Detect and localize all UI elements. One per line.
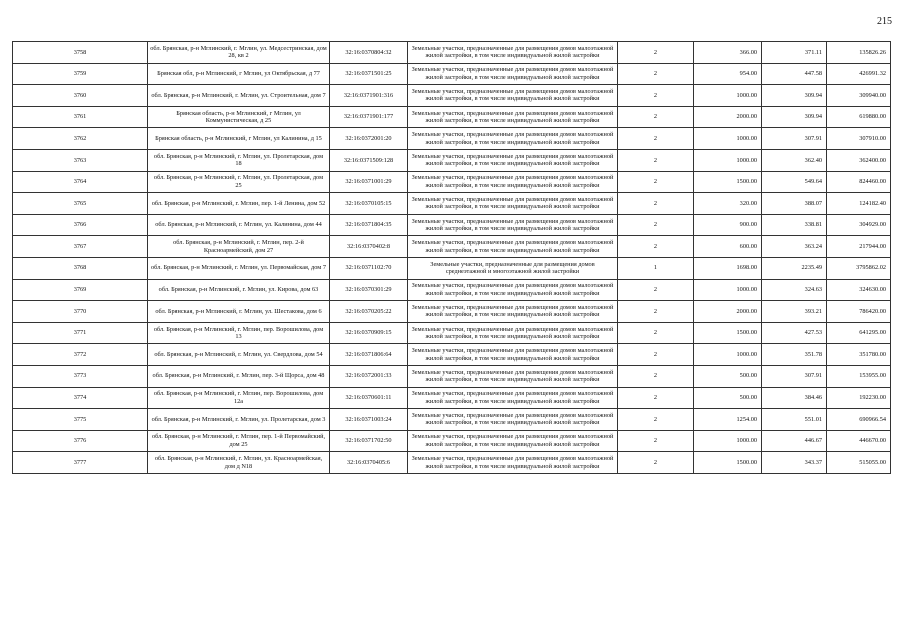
row-number-cell: 3773 <box>13 365 148 387</box>
table-row <box>13 128 891 150</box>
group-number-cell: 1 <box>618 257 694 279</box>
row-number-cell: 3760 <box>13 85 148 107</box>
address-cell: обл. Брянская, р-н Мглинский, г. Мглин, пер. Ворошилова, дом 12а <box>148 387 330 409</box>
specific-value-cell: 447.58 <box>762 63 827 85</box>
address-cell: обл. Брянская, р-н Мглинский, г. Мглин, ул. Пролетарская, дом 3 <box>148 409 330 431</box>
group-number-cell: 2 <box>618 301 694 323</box>
group-number-cell: 2 <box>618 322 694 344</box>
land-purpose-cell: Земельные участки, предназначенные для размещения домов малоэтажной жилой застройки, в том числе индивидуальной жилой застройки <box>408 171 618 193</box>
cadastral-number-cell: 32:16:0371509:128 <box>330 149 408 171</box>
specific-value-cell: 338.81 <box>762 214 827 236</box>
group-number-cell: 2 <box>618 344 694 366</box>
address-cell: обл. Брянская, р-н Мглинский, г. Мглин, пер. Ворошилова, дом 13 <box>148 322 330 344</box>
address-cell: обл. Брянская, р-н Мглинский, г. Мглин, пер. 3-й Щорса, дом 48 <box>148 365 330 387</box>
specific-value-cell: 388.07 <box>762 193 827 215</box>
address-cell: обл. Брянская, р-н Мглинский, г. Мглин, ул. Красноармейская, дом д N18 <box>148 452 330 474</box>
specific-value-cell: 351.78 <box>762 344 827 366</box>
cadastral-value-cell: 786420.00 <box>827 301 891 323</box>
group-number-cell: 2 <box>618 85 694 107</box>
area-cell: 1000.00 <box>694 85 762 107</box>
specific-value-cell: 309.94 <box>762 106 827 128</box>
cadastral-number-cell: 32:16:0371001:29 <box>330 171 408 193</box>
specific-value-cell: 362.40 <box>762 149 827 171</box>
land-purpose-cell: Земельные участки, предназначенные для размещения домов малоэтажной жилой застройки, в том числе индивидуальной жилой застройки <box>408 387 618 409</box>
cadastral-value-cell: 324630.00 <box>827 279 891 301</box>
page-number: 215 <box>877 16 892 27</box>
cadastral-number-cell: 32:16:0370909:15 <box>330 322 408 344</box>
row-number-cell: 3763 <box>13 149 148 171</box>
cadastral-value-cell: 192230.00 <box>827 387 891 409</box>
table-row <box>13 344 891 366</box>
table-row <box>13 430 891 452</box>
cadastral-value-cell: 426991.32 <box>827 63 891 85</box>
cadastral-value-cell: 217944.00 <box>827 236 891 258</box>
cadastral-number-cell: 32:16:0371804:35 <box>330 214 408 236</box>
row-number-cell: 3776 <box>13 430 148 452</box>
area-cell: 1000.00 <box>694 279 762 301</box>
address-cell: обл. Брянская, р-н Мглинский, г. Мглин, ул. Кирова, дом 63 <box>148 279 330 301</box>
land-purpose-cell: Земельные участки, предназначенные для размещения домов малоэтажной жилой застройки, в том числе индивидуальной жилой застройки <box>408 430 618 452</box>
cadastral-number-cell: 32:16:0372001:33 <box>330 365 408 387</box>
area-cell: 1000.00 <box>694 128 762 150</box>
cadastral-value-cell: 3795862.02 <box>827 257 891 279</box>
land-purpose-cell: Земельные участки, предназначенные для размещения домов малоэтажной жилой застройки, в том числе индивидуальной жилой застройки <box>408 85 618 107</box>
specific-value-cell: 427.53 <box>762 322 827 344</box>
row-number-cell: 3761 <box>13 106 148 128</box>
cadastral-number-cell: 32:16:0371501:25 <box>330 63 408 85</box>
cadastral-value-cell: 304929.00 <box>827 214 891 236</box>
address-cell: обл. Брянская, р-н Мглинский, г. Мглин, ул. Медсестринская, дом 28, кв 2 <box>148 42 330 64</box>
address-cell: обл. Брянская, р-н Мглинский, г. Мглин, ул. Строительная, дом 7 <box>148 85 330 107</box>
group-number-cell: 2 <box>618 452 694 474</box>
address-cell: обл. Брянская, р-н Мглинский, г. Мглин, пер. 1-й Первомайский, дом 25 <box>148 430 330 452</box>
land-purpose-cell: Земельные участки, предназначенные для размещения домов среднеэтажной и многоэтажной жилой застройки <box>408 257 618 279</box>
specific-value-cell: 393.21 <box>762 301 827 323</box>
cadastral-value-cell: 515055.00 <box>827 452 891 474</box>
table-row <box>13 236 891 258</box>
group-number-cell: 2 <box>618 279 694 301</box>
table-row <box>13 171 891 193</box>
area-cell: 1000.00 <box>694 344 762 366</box>
table-row <box>13 106 891 128</box>
area-cell: 1698.00 <box>694 257 762 279</box>
row-number-cell: 3768 <box>13 257 148 279</box>
cadastral-value-cell: 690966.54 <box>827 409 891 431</box>
cadastral-number-cell: 32:16:0371901:316 <box>330 85 408 107</box>
table-row <box>13 63 891 85</box>
land-purpose-cell: Земельные участки, предназначенные для размещения домов малоэтажной жилой застройки, в том числе индивидуальной жилой застройки <box>408 63 618 85</box>
land-purpose-cell: Земельные участки, предназначенные для размещения домов малоэтажной жилой застройки, в том числе индивидуальной жилой застройки <box>408 344 618 366</box>
cadastral-value-cell: 824460.00 <box>827 171 891 193</box>
area-cell: 366.00 <box>694 42 762 64</box>
land-plots-table <box>12 41 891 474</box>
cadastral-value-cell: 309940.00 <box>827 85 891 107</box>
address-cell: обл. Брянская, р-н Мглинский, г. Мглин, ул. Пролетарская, дом 18 <box>148 149 330 171</box>
table-row <box>13 409 891 431</box>
address-cell: обл. Брянская, р-н Мглинский, г. Мглин, ул. Свердлова, дом 54 <box>148 344 330 366</box>
specific-value-cell: 307.91 <box>762 128 827 150</box>
table-row <box>13 149 891 171</box>
group-number-cell: 2 <box>618 365 694 387</box>
area-cell: 600.00 <box>694 236 762 258</box>
address-cell: обл. Брянская, р-н Мглинский, г. Мглин, ул. Первомайская, дом 7 <box>148 257 330 279</box>
specific-value-cell: 324.63 <box>762 279 827 301</box>
cadastral-number-cell: 32:16:0370601:11 <box>330 387 408 409</box>
area-cell: 500.00 <box>694 365 762 387</box>
group-number-cell: 2 <box>618 214 694 236</box>
land-purpose-cell: Земельные участки, предназначенные для размещения домов малоэтажной жилой застройки, в том числе индивидуальной жилой застройки <box>408 365 618 387</box>
row-number-cell: 3770 <box>13 301 148 323</box>
cadastral-number-cell: 32:16:0370205:22 <box>330 301 408 323</box>
cadastral-value-cell: 153955.00 <box>827 365 891 387</box>
address-cell: Брянская обл, р-н Мглинский, г Мглин, ул Октябрьская, д 77 <box>148 63 330 85</box>
table-row <box>13 452 891 474</box>
specific-value-cell: 309.94 <box>762 85 827 107</box>
area-cell: 954.00 <box>694 63 762 85</box>
cadastral-number-cell: 32:16:0371702:50 <box>330 430 408 452</box>
cadastral-value-cell: 307910.00 <box>827 128 891 150</box>
row-number-cell: 3762 <box>13 128 148 150</box>
row-number-cell: 3758 <box>13 42 148 64</box>
specific-value-cell: 363.24 <box>762 236 827 258</box>
specific-value-cell: 551.01 <box>762 409 827 431</box>
area-cell: 1500.00 <box>694 171 762 193</box>
area-cell: 1500.00 <box>694 452 762 474</box>
area-cell: 2000.00 <box>694 106 762 128</box>
specific-value-cell: 2235.49 <box>762 257 827 279</box>
cadastral-number-cell: 32:16:0370105:15 <box>330 193 408 215</box>
area-cell: 900.00 <box>694 214 762 236</box>
address-cell: обл. Брянская, р-н Мглинский, г. Мглин, пер. 1-й Ленина, дом 52 <box>148 193 330 215</box>
area-cell: 2000.00 <box>694 301 762 323</box>
table-row <box>13 279 891 301</box>
table-row <box>13 257 891 279</box>
specific-value-cell: 384.46 <box>762 387 827 409</box>
cadastral-number-cell: 32:16:0371901:177 <box>330 106 408 128</box>
table-row <box>13 42 891 64</box>
table-row <box>13 387 891 409</box>
cadastral-number-cell: 32:16:0371806:64 <box>330 344 408 366</box>
group-number-cell: 2 <box>618 106 694 128</box>
area-cell: 1000.00 <box>694 430 762 452</box>
table-row <box>13 214 891 236</box>
cadastral-number-cell: 32:16:0370804:32 <box>330 42 408 64</box>
specific-value-cell: 446.67 <box>762 430 827 452</box>
cadastral-value-cell: 619880.00 <box>827 106 891 128</box>
group-number-cell: 2 <box>618 409 694 431</box>
cadastral-value-cell: 124182.40 <box>827 193 891 215</box>
land-purpose-cell: Земельные участки, предназначенные для размещения домов малоэтажной жилой застройки, в том числе индивидуальной жилой застройки <box>408 301 618 323</box>
land-purpose-cell: Земельные участки, предназначенные для размещения домов малоэтажной жилой застройки, в том числе индивидуальной жилой застройки <box>408 279 618 301</box>
cadastral-number-cell: 32:16:0371003:24 <box>330 409 408 431</box>
cadastral-value-cell: 362400.00 <box>827 149 891 171</box>
table-row <box>13 85 891 107</box>
table-row <box>13 301 891 323</box>
specific-value-cell: 307.91 <box>762 365 827 387</box>
group-number-cell: 2 <box>618 171 694 193</box>
group-number-cell: 2 <box>618 387 694 409</box>
area-cell: 500.00 <box>694 387 762 409</box>
group-number-cell: 2 <box>618 128 694 150</box>
group-number-cell: 2 <box>618 193 694 215</box>
group-number-cell: 2 <box>618 149 694 171</box>
table-row <box>13 322 891 344</box>
row-number-cell: 3771 <box>13 322 148 344</box>
specific-value-cell: 549.64 <box>762 171 827 193</box>
cadastral-number-cell: 32:16:0370301:29 <box>330 279 408 301</box>
group-number-cell: 2 <box>618 236 694 258</box>
area-cell: 320.00 <box>694 193 762 215</box>
address-cell: Брянская область, р-н Мглинский, г Мглин, ул Коммунистическая, д 25 <box>148 106 330 128</box>
group-number-cell: 2 <box>618 42 694 64</box>
group-number-cell: 2 <box>618 63 694 85</box>
cadastral-number-cell: 32:16:0372001:20 <box>330 128 408 150</box>
table-body <box>13 42 891 474</box>
row-number-cell: 3764 <box>13 171 148 193</box>
cadastral-number-cell: 32:16:0370405:6 <box>330 452 408 474</box>
cadastral-value-cell: 135826.26 <box>827 42 891 64</box>
cadastral-value-cell: 641295.00 <box>827 322 891 344</box>
table-row <box>13 365 891 387</box>
land-purpose-cell: Земельные участки, предназначенные для размещения домов малоэтажной жилой застройки, в том числе индивидуальной жилой застройки <box>408 452 618 474</box>
specific-value-cell: 371.11 <box>762 42 827 64</box>
land-purpose-cell: Земельные участки, предназначенные для размещения домов малоэтажной жилой застройки, в том числе индивидуальной жилой застройки <box>408 409 618 431</box>
address-cell: Брянская область, р-н Мглинский, г Мглин, ул Калинина, д 15 <box>148 128 330 150</box>
land-purpose-cell: Земельные участки, предназначенные для размещения домов малоэтажной жилой застройки, в том числе индивидуальной жилой застройки <box>408 193 618 215</box>
land-purpose-cell: Земельные участки, предназначенные для размещения домов малоэтажной жилой застройки, в том числе индивидуальной жилой застройки <box>408 322 618 344</box>
area-cell: 1254.00 <box>694 409 762 431</box>
row-number-cell: 3774 <box>13 387 148 409</box>
group-number-cell: 2 <box>618 430 694 452</box>
specific-value-cell: 343.37 <box>762 452 827 474</box>
land-purpose-cell: Земельные участки, предназначенные для размещения домов малоэтажной жилой застройки, в том числе индивидуальной жилой застройки <box>408 149 618 171</box>
address-cell: обл. Брянская, р-н Мглинский, г. Мглин, ул. Пролетарская, дом 25 <box>148 171 330 193</box>
area-cell: 1000.00 <box>694 149 762 171</box>
land-purpose-cell: Земельные участки, предназначенные для размещения домов малоэтажной жилой застройки, в том числе индивидуальной жилой застройки <box>408 214 618 236</box>
address-cell: обл. Брянская, р-н Мглинский, г. Мглин, ул. Калинина, дом 44 <box>148 214 330 236</box>
row-number-cell: 3772 <box>13 344 148 366</box>
row-number-cell: 3766 <box>13 214 148 236</box>
cadastral-number-cell: 32:16:0371102:70 <box>330 257 408 279</box>
land-purpose-cell: Земельные участки, предназначенные для размещения домов малоэтажной жилой застройки, в том числе индивидуальной жилой застройки <box>408 106 618 128</box>
cadastral-value-cell: 351780.00 <box>827 344 891 366</box>
land-purpose-cell: Земельные участки, предназначенные для размещения домов малоэтажной жилой застройки, в том числе индивидуальной жилой застройки <box>408 42 618 64</box>
row-number-cell: 3769 <box>13 279 148 301</box>
row-number-cell: 3775 <box>13 409 148 431</box>
land-purpose-cell: Земельные участки, предназначенные для размещения домов малоэтажной жилой застройки, в том числе индивидуальной жилой застройки <box>408 128 618 150</box>
cadastral-value-cell: 446670.00 <box>827 430 891 452</box>
row-number-cell: 3777 <box>13 452 148 474</box>
table-row <box>13 193 891 215</box>
address-cell: обл. Брянская, р-н Мглинский, г. Мглин, пер. 2-й Красноармейский, дом 27 <box>148 236 330 258</box>
row-number-cell: 3759 <box>13 63 148 85</box>
row-number-cell: 3765 <box>13 193 148 215</box>
land-purpose-cell: Земельные участки, предназначенные для размещения домов малоэтажной жилой застройки, в том числе индивидуальной жилой застройки <box>408 236 618 258</box>
area-cell: 1500.00 <box>694 322 762 344</box>
cadastral-number-cell: 32:16:0370402:8 <box>330 236 408 258</box>
row-number-cell: 3767 <box>13 236 148 258</box>
address-cell: обл. Брянская, р-н Мглинский, г. Мглин, ул. Шестакова, дом 6 <box>148 301 330 323</box>
